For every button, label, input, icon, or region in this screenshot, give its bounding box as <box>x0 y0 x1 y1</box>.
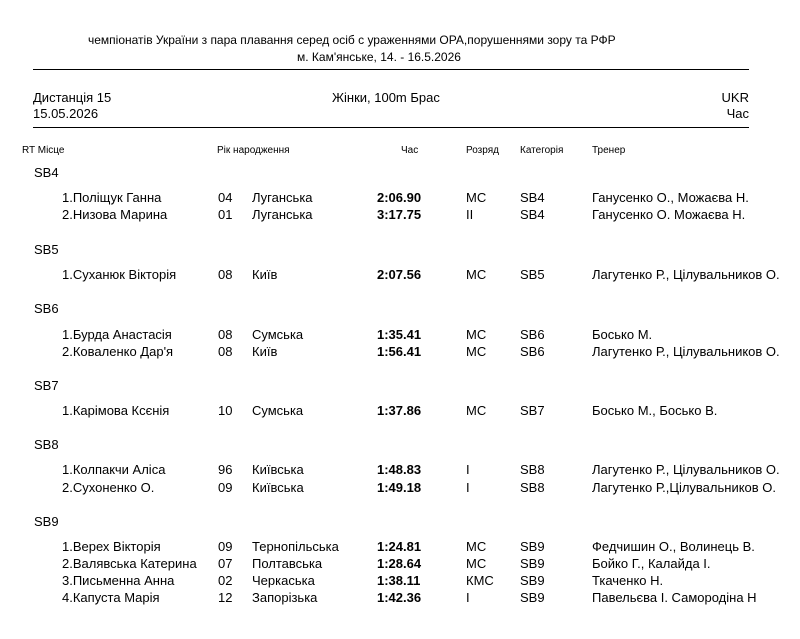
region: Тернопільська <box>252 539 339 554</box>
coach: Ганусенко О. Можаєва Н. <box>592 207 746 222</box>
col-rank: Розряд <box>466 145 499 156</box>
rank: МС <box>466 267 487 282</box>
rank: МС <box>466 190 487 205</box>
region: Луганська <box>252 190 313 205</box>
category-heading: SB6 <box>34 301 59 316</box>
birth-year: 02 <box>218 573 233 588</box>
coach: Лагутенко Р., Цілувальников О. <box>592 462 780 477</box>
sport-class: SB4 <box>520 190 545 205</box>
birth-year: 08 <box>218 327 233 342</box>
sport-class: SB9 <box>520 539 545 554</box>
distance-label: Дистанція 15 <box>33 90 112 105</box>
sport-class: SB8 <box>520 480 545 495</box>
coach: Федчишин О., Волинець В. <box>592 539 755 554</box>
result-row <box>0 480 800 496</box>
rank: I <box>466 590 470 605</box>
rank: I <box>466 480 470 495</box>
country-code: UKR <box>721 90 749 105</box>
athlete-name: 1.Карімова Ксєнія <box>62 403 170 418</box>
result-row <box>0 539 800 555</box>
sport-class: SB4 <box>520 207 545 222</box>
result-time: 1:49.18 <box>377 480 422 495</box>
athlete-name: 3.Письменна Анна <box>62 573 175 588</box>
rank: МС <box>466 327 487 342</box>
region: Київ <box>252 267 278 282</box>
coach: Босько М., Босько В. <box>592 403 718 418</box>
result-row <box>0 344 800 360</box>
athlete-name: 1.Верех Вікторія <box>62 539 161 554</box>
col-birth-year: Рік народження <box>217 145 290 156</box>
birth-year: 09 <box>218 480 233 495</box>
athlete-name: 1.Поліщук Ганна <box>62 190 162 205</box>
result-time: 1:42.36 <box>377 590 422 605</box>
result-row <box>0 190 800 206</box>
coach: Бойко Г., Калайда І. <box>592 556 711 571</box>
region: Черкаська <box>252 573 315 588</box>
birth-year: 04 <box>218 190 233 205</box>
result-time: 1:37.86 <box>377 403 422 418</box>
subheader-rule <box>33 127 749 128</box>
rank: МС <box>466 556 487 571</box>
col-coach: Тренер <box>592 145 626 156</box>
result-time: 1:24.81 <box>377 539 422 554</box>
birth-year: 08 <box>218 267 233 282</box>
category-heading: SB9 <box>34 514 59 529</box>
birth-year: 08 <box>218 344 233 359</box>
region: Київська <box>252 462 304 477</box>
result-time: 1:38.11 <box>377 573 421 588</box>
region: Запорізька <box>252 590 318 605</box>
result-row <box>0 573 800 589</box>
coach: Лагутенко Р., Цілувальников О. <box>592 344 780 359</box>
region: Луганська <box>252 207 313 222</box>
sport-class: SB8 <box>520 462 545 477</box>
coach: Ганусенко О., Можаєва Н. <box>592 190 749 205</box>
sport-class: SB7 <box>520 403 545 418</box>
region: Сумська <box>252 327 304 342</box>
rank: II <box>466 207 474 222</box>
region: Київ <box>252 344 278 359</box>
birth-year: 96 <box>218 462 233 477</box>
result-time: 1:35.41 <box>377 327 422 342</box>
result-time: 1:48.83 <box>377 462 422 477</box>
coach: Ткаченко Н. <box>592 573 664 588</box>
result-row <box>0 462 800 478</box>
category-heading: SB5 <box>34 242 59 257</box>
time-header-label: Час <box>726 106 749 121</box>
birth-year: 07 <box>218 556 233 571</box>
region: Сумська <box>252 403 304 418</box>
result-time: 2:07.56 <box>377 267 422 282</box>
sport-class: SB5 <box>520 267 545 282</box>
result-row <box>0 327 800 343</box>
rank: МС <box>466 403 487 418</box>
header-rule <box>33 69 749 70</box>
result-time: 2:06.90 <box>377 190 422 205</box>
result-row <box>0 267 800 283</box>
result-time: 3:17.75 <box>377 207 422 222</box>
sport-class: SB6 <box>520 344 545 359</box>
athlete-name: 2.Сухоненко О. <box>62 480 155 495</box>
sport-class: SB9 <box>520 590 545 605</box>
event-date: 15.05.2026 <box>33 106 99 121</box>
result-time: 1:28.64 <box>377 556 422 571</box>
athlete-name: 1.Суханюк Вікторія <box>62 267 177 282</box>
coach: Босько М. <box>592 327 653 342</box>
result-row <box>0 207 800 223</box>
athlete-name: 4.Капуста Марія <box>62 590 160 605</box>
coach: Павельєва І. Самородіна Н <box>592 590 757 605</box>
col-time: Час <box>401 145 419 156</box>
rank: МС <box>466 344 487 359</box>
result-row <box>0 556 800 572</box>
category-heading: SB8 <box>34 437 59 452</box>
athlete-name: 2.Валявська Катерина <box>62 556 197 571</box>
rank: КМС <box>466 573 494 588</box>
sport-class: SB6 <box>520 327 545 342</box>
athlete-name: 1.Колпакчи Аліса <box>62 462 166 477</box>
sport-class: SB9 <box>520 573 545 588</box>
athlete-name: 2.Коваленко Дар'я <box>62 344 174 359</box>
event-title: Жінки, 100m Брас <box>332 90 440 105</box>
coach: Лагутенко Р.,Цілувальников О. <box>592 480 777 495</box>
region: Полтавська <box>252 556 323 571</box>
result-time: 1:56.41 <box>377 344 422 359</box>
location-dates: м. Кам'янське, 14. - 16.5.2026 <box>297 50 461 64</box>
rank: I <box>466 462 470 477</box>
birth-year: 09 <box>218 539 233 554</box>
sport-class: SB9 <box>520 556 545 571</box>
col-rt-place: RT Місце <box>22 145 65 156</box>
championship-title: чемпіонатів України з пара плавання серед осіб с ураженнями ОРА,порушеннями зору та РФР <box>88 33 616 47</box>
category-heading: SB4 <box>34 165 59 180</box>
birth-year: 01 <box>218 207 233 222</box>
region: Київська <box>252 480 304 495</box>
birth-year: 10 <box>218 403 233 418</box>
result-row <box>0 403 800 419</box>
rank: МС <box>466 539 487 554</box>
athlete-name: 1.Бурда Анастасія <box>62 327 172 342</box>
result-row <box>0 590 800 606</box>
category-heading: SB7 <box>34 378 59 393</box>
athlete-name: 2.Низова Марина <box>62 207 168 222</box>
birth-year: 12 <box>218 590 233 605</box>
coach: Лагутенко Р., Цілувальников О. <box>592 267 780 282</box>
col-category: Категорія <box>520 145 564 156</box>
